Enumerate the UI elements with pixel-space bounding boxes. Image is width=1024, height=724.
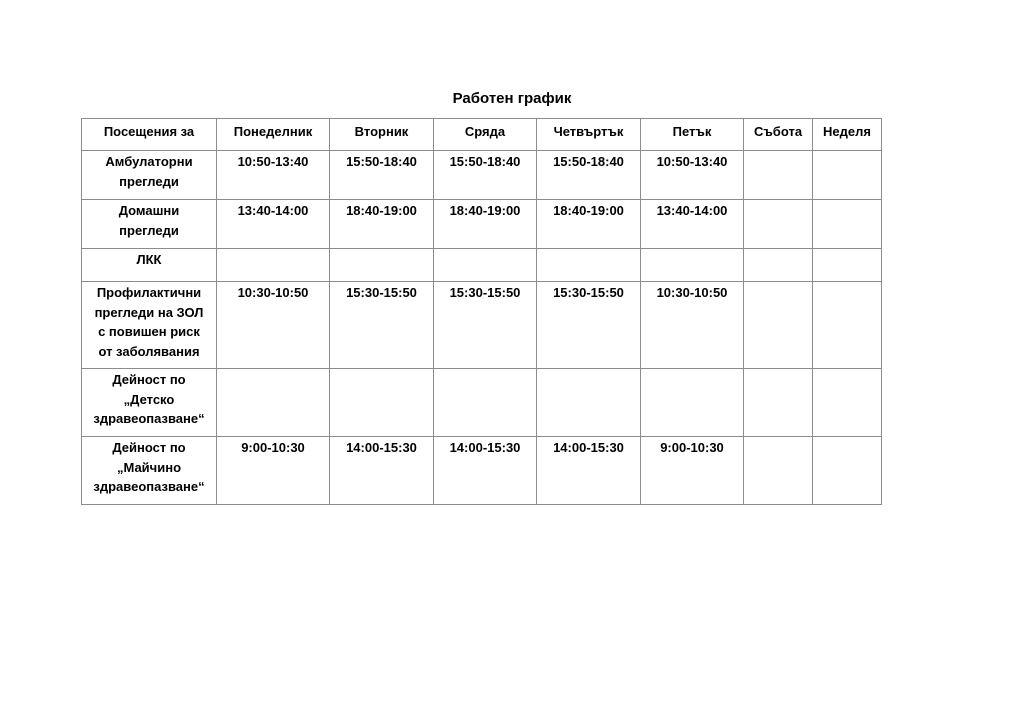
cell-saturday	[744, 249, 813, 282]
table-row-ambulatory	[82, 151, 882, 200]
cell-tuesday: 14:00-15:30	[330, 437, 434, 505]
cell-friday: 10:30-10:50	[641, 282, 744, 369]
row-category	[82, 200, 217, 249]
cell-thursday: 15:30-15:50	[537, 282, 641, 369]
table-row-child-health	[82, 369, 882, 437]
cell-friday: 10:50-13:40	[641, 151, 744, 200]
category-line: Профилактични	[96, 285, 202, 300]
cell-thursday: 15:50-18:40	[537, 151, 641, 200]
cell-sunday	[813, 200, 882, 249]
category-line: „Детско	[123, 391, 175, 407]
category-line: Домашни	[118, 203, 180, 218]
cell-friday: 9:00-10:30	[641, 437, 744, 505]
cell-thursday	[537, 369, 641, 437]
cell-saturday	[744, 200, 813, 249]
cell-wednesday: 15:50-18:40	[434, 151, 537, 200]
header-thursday: Четвъртък	[537, 119, 641, 151]
cell-thursday: 18:40-19:00	[537, 200, 641, 249]
cell-thursday: 14:00-15:30	[537, 437, 641, 505]
table-row-prophylactic	[82, 282, 882, 369]
cell-sunday	[813, 282, 882, 369]
cell-sunday	[813, 249, 882, 282]
cell-tuesday: 18:40-19:00	[330, 200, 434, 249]
cell-wednesday	[434, 369, 537, 437]
category-line: „Майчино	[116, 459, 182, 475]
cell-friday	[641, 249, 744, 282]
cell-tuesday: 15:50-18:40	[330, 151, 434, 200]
category-line: ЛКК	[136, 252, 162, 267]
cell-saturday	[744, 151, 813, 200]
category-line: с повишен риск	[98, 324, 200, 339]
header-category: Посещения за	[82, 119, 217, 151]
cell-tuesday	[330, 249, 434, 282]
cell-wednesday: 15:30-15:50	[434, 282, 537, 369]
category-line: здравеопазване“	[93, 411, 205, 426]
cell-sunday	[813, 151, 882, 200]
category-line: Дейност по	[112, 440, 186, 455]
cell-monday: 9:00-10:30	[217, 437, 330, 505]
cell-wednesday	[434, 249, 537, 282]
category-line: здравеопазване“	[93, 479, 205, 494]
header-wednesday: Сряда	[434, 119, 537, 151]
cell-monday: 10:30-10:50	[217, 282, 330, 369]
category-line: Дейност по	[112, 372, 186, 387]
cell-saturday	[744, 369, 813, 437]
header-sunday: Неделя	[813, 119, 882, 151]
cell-monday: 13:40-14:00	[217, 200, 330, 249]
cell-monday	[217, 249, 330, 282]
table-header-row	[82, 119, 882, 151]
row-category	[82, 437, 217, 505]
cell-saturday	[744, 282, 813, 369]
category-line: от заболявания	[98, 343, 200, 359]
header-friday: Петък	[641, 119, 744, 151]
category-line: прегледи на ЗОЛ	[94, 304, 204, 320]
category-line: прегледи	[119, 173, 179, 189]
cell-friday: 13:40-14:00	[641, 200, 744, 249]
page-title: Работен график	[452, 90, 572, 107]
row-category	[82, 369, 217, 437]
cell-sunday	[813, 369, 882, 437]
header-tuesday: Вторник	[330, 119, 434, 151]
cell-saturday	[744, 437, 813, 505]
table-row-home-visits	[82, 200, 882, 249]
row-category	[82, 282, 217, 369]
work-schedule-table	[81, 118, 882, 505]
cell-wednesday: 14:00-15:30	[434, 437, 537, 505]
cell-monday	[217, 369, 330, 437]
cell-thursday	[537, 249, 641, 282]
cell-wednesday: 18:40-19:00	[434, 200, 537, 249]
cell-monday: 10:50-13:40	[217, 151, 330, 200]
row-category	[82, 249, 217, 282]
table-row-lkk	[82, 249, 882, 282]
cell-tuesday: 15:30-15:50	[330, 282, 434, 369]
category-line: прегледи	[119, 222, 179, 238]
cell-tuesday	[330, 369, 434, 437]
header-monday: Понеделник	[217, 119, 330, 151]
category-line: Амбулаторни	[105, 154, 193, 169]
table-row-maternal-health	[82, 437, 882, 505]
cell-friday	[641, 369, 744, 437]
header-saturday: Събота	[744, 119, 813, 151]
cell-sunday	[813, 437, 882, 505]
row-category	[82, 151, 217, 200]
